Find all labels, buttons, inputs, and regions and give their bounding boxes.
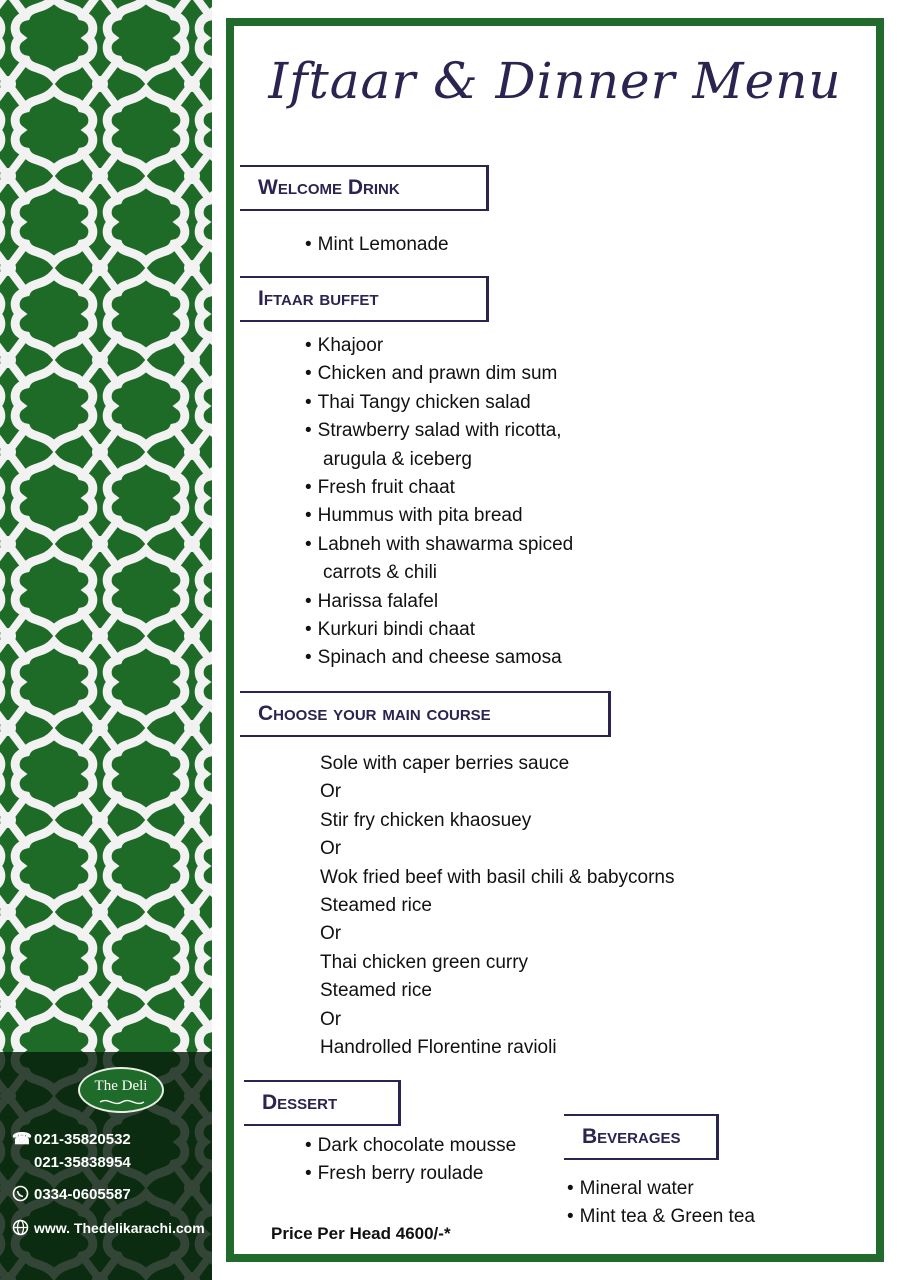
list-item: • Harissa falafel: [305, 588, 573, 616]
section-header-beverages: Beverages: [564, 1114, 719, 1160]
list-item: Or: [320, 838, 342, 860]
list-item: • Kurkuri bindi chaat: [305, 616, 573, 644]
section-header-welcome-drink: Welcome Drink: [240, 165, 489, 211]
price-per-head: Price Per Head 4600/-*: [271, 1224, 451, 1243]
list-item: • Khajoor: [305, 332, 573, 360]
list-item: • Hummus with pita bread: [305, 502, 573, 530]
whatsapp-icon: [12, 1185, 34, 1204]
welcome-drink-list: [305, 231, 449, 259]
list-item: Handrolled Florentine ravioli: [320, 1037, 557, 1059]
list-item: Sole with caper berries sauce: [320, 753, 570, 774]
phone-number-1: 021-35820532: [34, 1131, 131, 1148]
globe-icon: [12, 1219, 34, 1238]
list-item: • Mineral water: [567, 1175, 755, 1203]
list-item: • Strawberry salad with ricotta, arugula & iceberg: [305, 417, 573, 474]
beverages-list: [567, 1175, 755, 1232]
list-item: • Labneh with shawarma spiced carrots & chili: [305, 531, 573, 588]
logo-ornament-icon: [98, 1097, 146, 1107]
list-item: • Fresh fruit chaat: [305, 474, 573, 502]
contact-phone-1[interactable]: [12, 1131, 131, 1149]
phone-icon: ☎: [12, 1131, 32, 1148]
section-header-main-course: Choose your main course: [240, 691, 611, 737]
list-item: • Thai Tangy chicken salad: [305, 389, 573, 417]
list-item: • Chicken and prawn dim sum: [305, 360, 573, 388]
list-item: Or: [320, 781, 342, 803]
list-item: Steamed rice: [320, 980, 432, 1002]
list-item: • Mint Lemonade: [305, 231, 449, 259]
list-item: Stir fry chicken khaosuey: [320, 809, 532, 831]
whatsapp-number: 0334-0605587: [34, 1186, 131, 1203]
list-item: • Mint tea & Green tea: [567, 1203, 755, 1231]
list-item: Or: [320, 1008, 342, 1030]
section-header-dessert: Dessert: [244, 1080, 401, 1126]
list-item: Wok fried beef with basil chili & babycorns: [320, 866, 675, 888]
contact-website[interactable]: [12, 1219, 205, 1238]
main-course-list: [320, 750, 674, 1062]
menu-title: Iftaar & Dinner Menu: [268, 52, 842, 110]
list-item: • Spinach and cheese samosa: [305, 644, 573, 672]
phone-number-2: 021-35838954: [34, 1154, 131, 1171]
logo-text: The Deli: [94, 1078, 148, 1094]
website-url: www. Thedelikarachi.com: [34, 1220, 205, 1236]
section-header-iftaar-buffet: Iftaar buffet: [240, 276, 489, 322]
list-item: • Dark chocolate mousse: [305, 1132, 516, 1160]
contact-phone-2[interactable]: [12, 1154, 131, 1172]
list-item: Thai chicken green curry: [320, 951, 529, 973]
contact-whatsapp[interactable]: [12, 1185, 131, 1204]
dessert-list: [305, 1132, 516, 1189]
list-item: • Fresh berry roulade: [305, 1160, 516, 1188]
list-item: Steamed rice: [320, 895, 432, 917]
iftaar-buffet-list: [305, 332, 573, 673]
the-deli-logo: [78, 1067, 164, 1113]
list-item: Or: [320, 923, 342, 945]
